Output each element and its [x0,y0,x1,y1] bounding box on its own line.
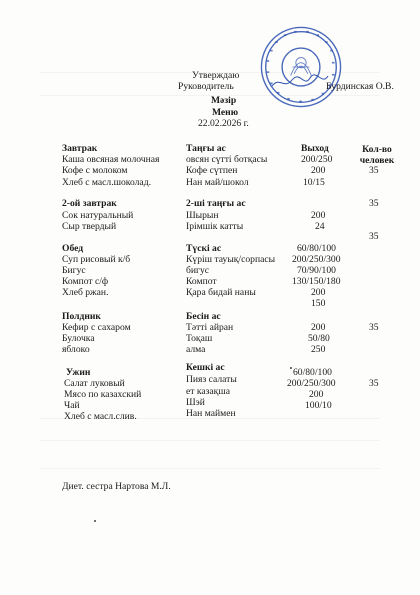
menu-item-ru: Салат луковый [64,378,125,389]
col-header-kz: Таңғы ас [186,143,226,154]
menu-item-kz: овсян сүтті ботқасы [186,154,268,165]
menu-date: 22.02.2026 г. [198,118,249,129]
menu-item-ru: Булочка [62,333,95,344]
menu-item-output: 130/150/180 [292,276,341,287]
menu-item-ru: Кефир с сахаром [62,322,131,333]
menu-item-ru: яблоко [62,344,90,355]
meal-count: 35 [369,165,379,176]
menu-item-output: 100/10 [305,400,332,411]
menu-item-kz: Ірімшік катты [186,221,244,232]
menu-item-ru: Хлеб с масл.шоколад. [62,177,151,188]
paper-bleed-line [40,440,380,441]
dietitian-signature: Диет. сестра Нартова М.Л. [62,481,171,492]
meal-count: 35 [369,231,379,242]
page-title-kz: Мәзір [211,95,237,106]
menu-item-kz: Шэй [186,397,205,408]
menu-item-output: 250 [311,344,326,355]
signature-icon [270,72,330,92]
head-name: Бурдинская О.В. [326,81,394,92]
menu-item-output: 10/15 [303,177,325,188]
menu-item-output: 200 [311,287,326,298]
paper-bleed-line [40,468,380,469]
meal-title-ru: 2-ой завтрак [62,198,117,209]
meal-title-ru: Полдник [62,311,101,322]
meal-title-ru: Ужин [66,367,91,378]
meal-count: 35 [369,378,379,389]
menu-item-output: 60/80/100 [293,367,332,378]
menu-item-kz: Нан маймен [186,408,236,419]
menu-item-output: 50/80 [308,333,330,344]
menu-item-ru: Мясо по казахский [64,389,142,400]
meal-count: 35 [369,198,379,209]
menu-item-kz: Қара бидай наны [186,287,256,298]
menu-item-kz: бигус [186,265,210,276]
meal-title-kz: 2-ші таңғы ас [186,198,246,209]
menu-item-output: 60/80/100 [297,243,336,254]
menu-item-ru: Кофе с молоком [62,165,128,176]
meal-title-ru: Обед [62,243,84,254]
menu-item-ru: Бигус [62,265,86,276]
meal-title-kz: Түскі ас [186,243,222,254]
approve-label: Утверждаю [192,70,240,81]
menu-item-ru: Компот с/ф [62,276,109,287]
menu-item-kz: Тәтті айран [186,322,234,333]
menu-item-output: 150 [311,298,326,309]
col-header-ru: Завтрак [62,143,98,154]
menu-item-kz: алма [186,344,206,355]
menu-item-ru: Чай [64,400,80,411]
menu-item-kz: Пияз салаты [186,374,237,385]
scan-speck [290,367,292,369]
menu-item-output: 70/90/100 [297,265,336,276]
menu-item-output: 200/250/300 [287,378,336,389]
menu-item-kz: ет казақша [186,386,230,397]
menu-item-output: 200 [311,165,326,176]
menu-item-output: 200 [311,210,326,221]
head-title: Руководитель [178,81,234,92]
menu-item-output: 200 [309,389,324,400]
menu-item-ru: Хлеб ржан. [62,287,109,298]
menu-item-kz: Күріш тауық/сорпасы [186,254,276,265]
menu-item-kz: Шырын [186,210,219,221]
meal-title-kz: Кешкі ас [186,362,225,373]
menu-item-ru: Каша овсяная молочная [62,154,160,165]
menu-item-kz: Нан май/шокол [186,177,249,188]
menu-item-ru: Сок натуральный [62,210,134,221]
meal-count: 35 [369,322,379,333]
official-stamp-icon [258,24,344,110]
menu-item-kz: Тоқаш [186,333,213,344]
menu-item-output: 200/250 [301,154,333,165]
menu-item-ru: Хлеб с масл.слив. [64,411,137,422]
menu-item-ru: Сыр твердый [62,221,117,232]
col-header-count: Кол-во человек [359,144,395,166]
page-title-ru: Меню [212,107,239,118]
col-header-output: Выход [301,143,329,154]
menu-item-kz: Компот [186,276,217,287]
meal-title-kz: Бесін ас [186,311,221,322]
menu-item-output: 200 [311,322,326,333]
scan-speck [94,520,96,522]
menu-item-output: 24 [315,221,325,232]
menu-item-ru: Суп рисовый к/б [62,254,131,265]
menu-item-output: 200/250/300 [292,254,341,265]
menu-item-kz: Кофе сүтпен [186,165,238,176]
